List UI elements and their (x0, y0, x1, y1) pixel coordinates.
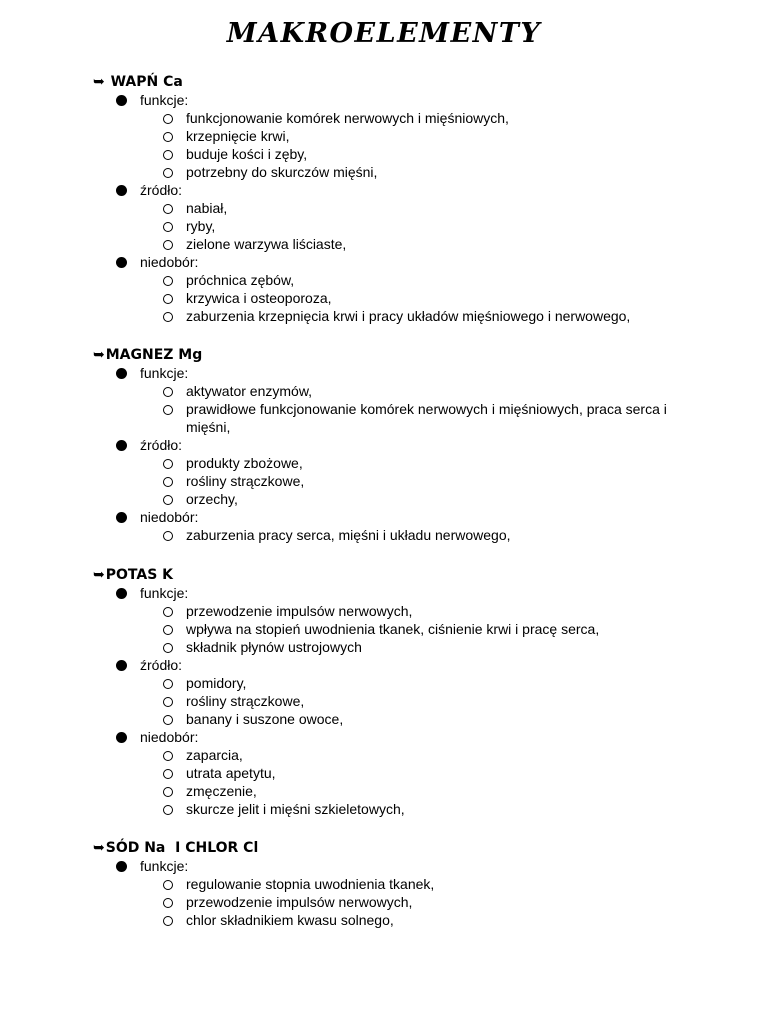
category-label: funkcje: (140, 365, 189, 381)
hollow-circle-icon (163, 697, 173, 707)
list-item-text: krzepnięcie krwi, (186, 128, 290, 144)
list-item-text: chlor składnikiem kwasu solnego, (186, 912, 394, 928)
hollow-circle-icon (163, 495, 173, 505)
arrow-icon: ➥ (93, 840, 105, 856)
list-item-text: rośliny strączkowe, (186, 693, 305, 709)
bullet-icon (116, 861, 127, 872)
bullet-icon (116, 185, 127, 196)
hollow-circle-icon (163, 168, 173, 178)
hollow-circle-icon (163, 715, 173, 725)
arrow-icon: ➥ (93, 347, 105, 363)
list-item-text: zaburzenia krzepnięcia krwi i pracy układów mięśniowego i nerwowego, (186, 308, 631, 324)
category-label: źródło: (140, 657, 183, 673)
hollow-circle-icon (163, 222, 173, 232)
category-label: źródło: (140, 437, 183, 453)
list-item-text: aktywator enzymów, (186, 383, 313, 399)
list-item-text: zmęczenie, (186, 783, 257, 799)
section-heading (93, 73, 183, 91)
hollow-circle-icon (163, 387, 173, 397)
section-title: WAPŃ Ca (105, 74, 183, 90)
list-item-text: prawidłowe funkcjonowanie komórek nerwowych i mięśniowych, praca serca i mięśni, (186, 401, 667, 435)
list-item-text: potrzebny do skurczów mięśni, (186, 164, 378, 180)
hollow-circle-icon (163, 132, 173, 142)
hollow-circle-icon (163, 679, 173, 689)
bullet-icon (116, 257, 127, 268)
hollow-circle-icon (163, 805, 173, 815)
list-item-text: próchnica zębów, (186, 272, 295, 288)
section-title: MAGNEZ Mg (105, 347, 203, 363)
list-item-text: nabiał, (186, 200, 228, 216)
bullet-icon (116, 512, 127, 523)
section-heading (93, 566, 173, 584)
bullet-icon (116, 732, 127, 743)
category-label: funkcje: (140, 585, 189, 601)
arrow-icon: ➥ (93, 74, 105, 90)
bullet-icon (116, 368, 127, 379)
hollow-circle-icon (163, 769, 173, 779)
list-item-text: produkty zbożowe, (186, 455, 303, 471)
hollow-circle-icon (163, 880, 173, 890)
category-label: źródło: (140, 182, 183, 198)
arrow-icon: ➥ (93, 567, 105, 583)
list-item-text: krzywica i osteoporoza, (186, 290, 332, 306)
category-label: funkcje: (140, 92, 189, 108)
hollow-circle-icon (163, 898, 173, 908)
hollow-circle-icon (163, 531, 173, 541)
list-item-text: regulowanie stopnia uwodnienia tkanek, (186, 876, 435, 892)
category-label: funkcje: (140, 858, 189, 874)
category-label: niedobór: (140, 509, 199, 525)
list-item-text: utrata apetytu, (186, 765, 276, 781)
list-item-text: składnik płynów ustrojowych (186, 639, 362, 655)
section-heading (93, 839, 258, 857)
hollow-circle-icon (163, 204, 173, 214)
list-item-text: przewodzenie impulsów nerwowych, (186, 603, 413, 619)
hollow-circle-icon (163, 643, 173, 653)
hollow-circle-icon (163, 787, 173, 797)
hollow-circle-icon (163, 751, 173, 761)
bullet-icon (116, 95, 127, 106)
hollow-circle-icon (163, 276, 173, 286)
bullet-icon (116, 660, 127, 671)
category-label: niedobór: (140, 254, 199, 270)
list-item-text: orzechy, (186, 491, 238, 507)
hollow-circle-icon (163, 477, 173, 487)
hollow-circle-icon (163, 625, 173, 635)
list-item-text: rośliny strączkowe, (186, 473, 305, 489)
hollow-circle-icon (163, 294, 173, 304)
hollow-circle-icon (163, 916, 173, 926)
section-title: SÓD Na I CHLOR Cl (105, 840, 259, 856)
hollow-circle-icon (163, 150, 173, 160)
category-label: niedobór: (140, 729, 199, 745)
hollow-circle-icon (163, 240, 173, 250)
list-item-text: zaparcia, (186, 747, 243, 763)
list-item-text: ryby, (186, 218, 216, 234)
list-item-text: zaburzenia pracy serca, mięśni i układu nerwowego, (186, 527, 511, 543)
list-item-text: funkcjonowanie komórek nerwowych i mięśniowych, (186, 110, 509, 126)
list-item-text: wpływa na stopień uwodnienia tkanek, ciśnienie krwi i pracę serca, (186, 621, 600, 637)
list-item-text: banany i suszone owoce, (186, 711, 344, 727)
hollow-circle-icon (163, 607, 173, 617)
list-item-text: buduje kości i zęby, (186, 146, 308, 162)
bullet-icon (116, 440, 127, 451)
list-item-text: przewodzenie impulsów nerwowych, (186, 894, 413, 910)
hollow-circle-icon (163, 405, 173, 415)
page-title: MAKROELEMENTY (226, 18, 542, 49)
hollow-circle-icon (163, 312, 173, 322)
section-heading (93, 346, 202, 364)
list-item-text: skurcze jelit i mięśni szkieletowych, (186, 801, 405, 817)
bullet-icon (116, 588, 127, 599)
section-title: POTAS K (105, 567, 173, 583)
hollow-circle-icon (163, 114, 173, 124)
list-item-text: pomidory, (186, 675, 247, 691)
hollow-circle-icon (163, 459, 173, 469)
list-item-text: zielone warzywa liściaste, (186, 236, 347, 252)
